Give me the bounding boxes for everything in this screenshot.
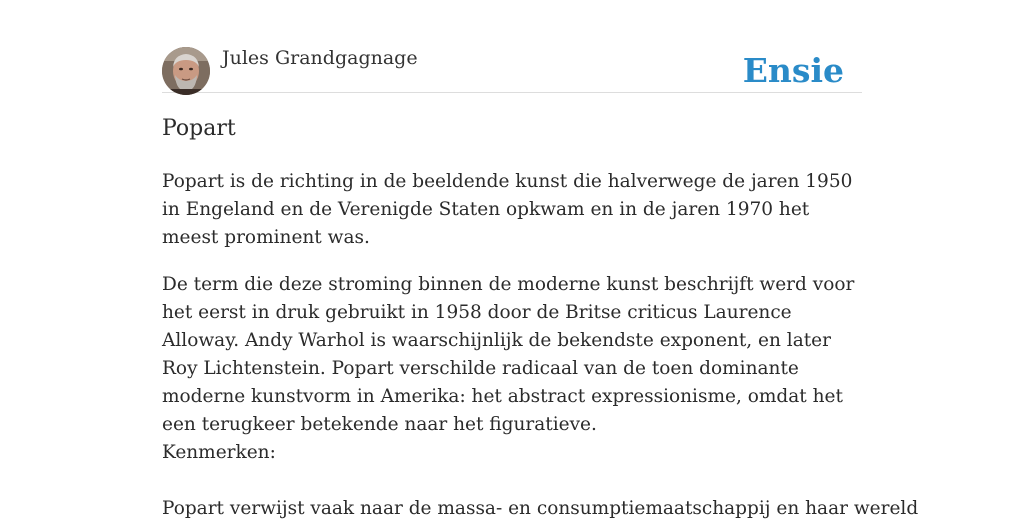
author-name[interactable]: Jules Grandgagnage (222, 47, 418, 69)
paragraph-characteristics: Popart verwijst vaak naar de massa- en consumptiemaatschappij en haar wereld (162, 498, 919, 519)
author-avatar[interactable] (162, 47, 210, 95)
ensie-logo[interactable]: Ensie (742, 51, 844, 90)
entry-title: Popart (162, 116, 236, 141)
entry-header (162, 45, 862, 93)
paragraph-characteristics-heading: Kenmerken: (162, 442, 276, 463)
paragraph-history: De term die deze stroming binnen de moderne kunst beschrijft werd voor het eerst in druk gebruikt in 1958 door de Britse criticus Laurence Alloway. Andy Warhol is waarschijnlijk de bekendste exponent, en later Roy Lichtenstein. Popart verschilde radicaal van de toen dominante moderne kunstvorm in Amerika: het abstract expressionisme, omdat het een terugkeer betekende naar het figuratieve. (162, 274, 855, 435)
author-photo-icon (162, 47, 210, 95)
entry-card (162, 0, 919, 519)
paragraph-intro: Popart is de richting in de beeldende kunst die halverwege de jaren 1950 in Engeland en de Verenigde Staten opkwam en in de jaren 1970 het meest prominent was. (162, 171, 853, 248)
